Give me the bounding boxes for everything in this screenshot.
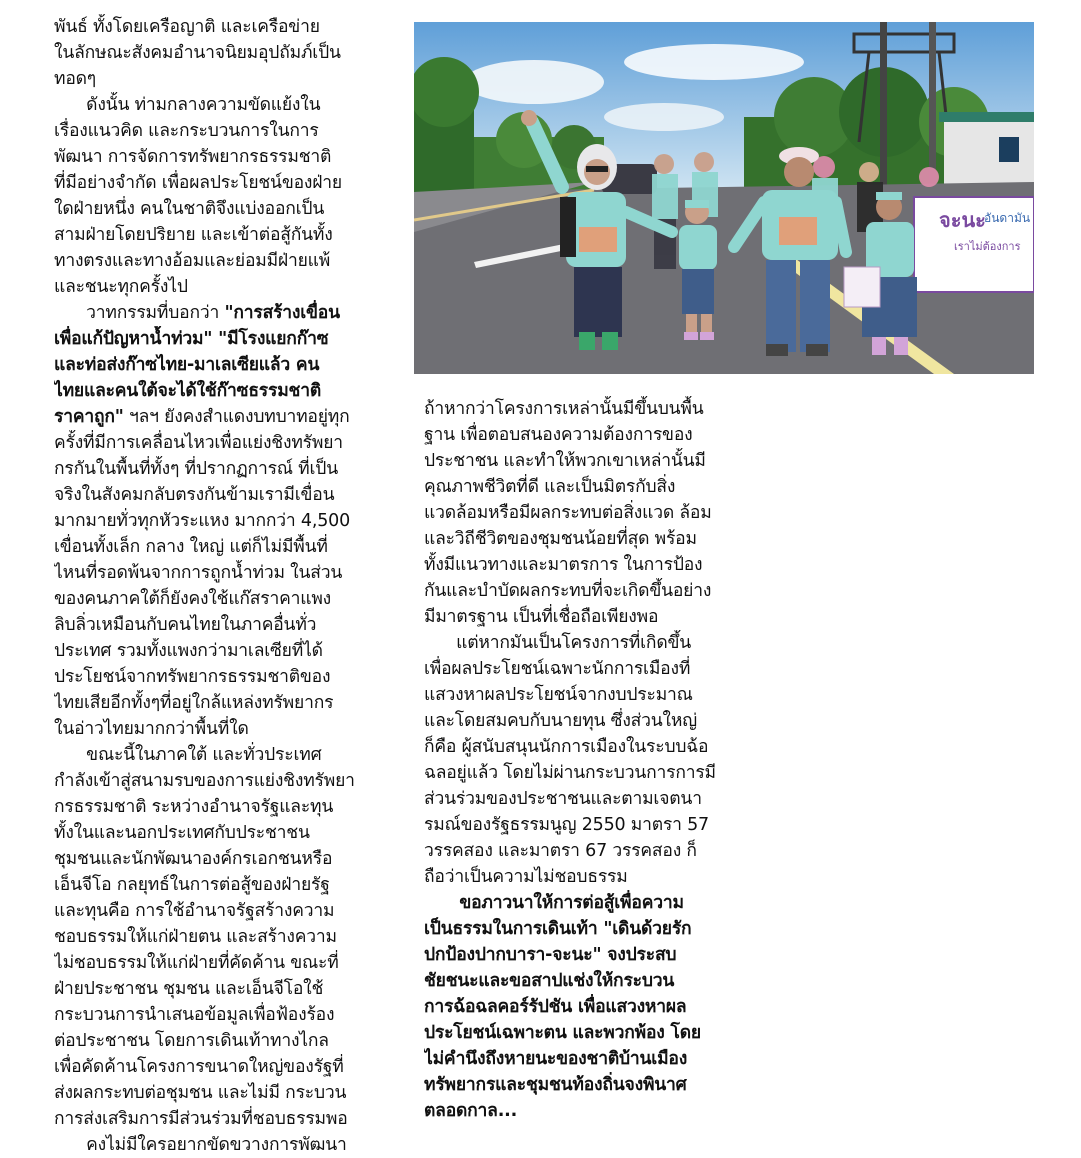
text-line: ที่มีอย่างจำกัด เพื่อผลประโยชน์ของฝ่าย xyxy=(54,173,342,193)
text-line: เพื่อแก้ปัญหาน้ำท่วม" "มีโรงแยกก๊าซ xyxy=(54,329,329,349)
text-line: กรกันในพื้นที่ทั้งๆ ที่ปรากฏการณ์ ที่เป็น xyxy=(54,459,338,479)
text-line: คุณภาพชีวิตที่ดี และเป็นมิตรกับสิ่ง xyxy=(424,477,676,497)
text-line: ดังนั้น ท่ามกลางความขัดแย้งใน xyxy=(54,95,321,115)
text-line: แวดล้อมหรือมีผลกระทบต่อสิ่งแวด ล้อม xyxy=(424,503,712,523)
text-line: วรรคสอง และมาตรา 67 วรรคสอง ก็ xyxy=(424,841,697,861)
banner-text-1: จะนะ xyxy=(939,208,986,232)
text-line: ลิบลิ่วเหมือนกับคนไทยในภาคอื่นทั่ว xyxy=(54,615,317,635)
text-line: ถ้าหากว่าโครงการเหล่านั้นมีขึ้นบนพื้น xyxy=(424,399,704,419)
text-line: แสวงหาผลประโยชน์จากงบประมาณ xyxy=(424,685,693,705)
march-photo xyxy=(414,22,1034,374)
text-line: และวิถีชีวิตของชุมชนน้อยที่สุด พร้อม xyxy=(424,529,697,549)
text-line: เพื่อผลประโยชน์เฉพาะนักการเมืองที่ xyxy=(424,659,691,679)
text-line: ไหนที่รอดพ้นจากการถูกน้ำท่วม ในส่วน xyxy=(54,563,343,583)
text-line: กรธรรมชาติ ระหว่างอำนาจรัฐและทุน xyxy=(54,797,334,817)
text-line: และโดยสมคบกับนายทุน ซึ่งส่วนใหญ่ xyxy=(424,711,697,731)
text-line: ในอ่าวไทยมากกว่าพื้นที่ใด xyxy=(54,719,249,739)
text-line: ไทยและคนใต้จะได้ใช้ก๊าซธรรมชาติ xyxy=(54,381,321,401)
text-line: เป็นธรรมในการเดินเท้า "เดินด้วยรัก xyxy=(424,919,692,939)
text-line: กันและบำบัดผลกระทบที่จะเกิดขึ้นอย่าง xyxy=(424,581,712,601)
text-line: ครั้งที่มีการเคลื่อนไหวเพื่อแย่งชิงทรัพยา xyxy=(54,433,343,453)
text-line: ไม่คำนึงถึงหายนะของชาติบ้านเมือง xyxy=(424,1049,688,1069)
text-line: ประเทศ รวมทั้งแพงกว่ามาเลเซียที่ได้ xyxy=(54,641,323,661)
text-line: ไทยเสียอีกทั้งๆที่อยู่ใกล้แหล่งทรัพยากร xyxy=(54,693,334,713)
text-line: เพื่อคัดค้านโครงการขนาดใหญ่ของรัฐที่ xyxy=(54,1057,344,1077)
text-line: ฐาน เพื่อตอบสนองความต้องการของ xyxy=(424,425,693,445)
text-line: แต่หากมันเป็นโครงการที่เกิดขึ้น xyxy=(424,633,692,653)
text-line: ต่อประชาชน โดยการเดินเท้าทางไกล xyxy=(54,1031,329,1051)
text-line xyxy=(54,404,394,430)
text-line: เอ็นจีโอ กลยุทธ์ในการต่อสู้ของฝ่ายรัฐ xyxy=(54,875,330,895)
text-line: พันธ์ ทั้งโดยเครือญาติ และเครือข่าย xyxy=(54,17,320,37)
text-line: ประโยชน์จากทรัพยากรธรรมชาติของ xyxy=(54,667,331,687)
text-line: ขณะนี้ในภาคใต้ และทั่วประเทศ xyxy=(54,745,322,765)
text-line: ถือว่าเป็นความไม่ชอบธรรม xyxy=(424,867,628,887)
text-line: และชนะทุกครั้งไป xyxy=(54,277,188,297)
text-line: มากมายทั่วทุกหัวระแหง มากกว่า 4,500 xyxy=(54,511,351,531)
text-line: ทรัพยากรและชุมชนท้องถิ่นจงพินาศ xyxy=(424,1075,687,1095)
text-fragment-bold: ราคาถูก" xyxy=(54,407,124,427)
right-column xyxy=(424,396,769,1124)
text-fragment: วาทกรรมที่บอกว่า xyxy=(54,303,225,323)
text-line: ตลอดกาล... xyxy=(424,1101,518,1121)
text-line: ฝ่ายประชาชน ชุมชน และเอ็นจีโอใช้ xyxy=(54,979,324,999)
text-line: กระบวนการนำเสนอข้อมูลเพื่อฟ้องร้อง xyxy=(54,1005,335,1025)
text-line: ชัยชนะและขอสาปแช่งให้กระบวน xyxy=(424,971,675,991)
text-line: สามฝ่ายโดยปริยาย และเข้าต่อสู้กันทั้ง xyxy=(54,225,333,245)
text-line: รมณ์ของรัฐธรรมนูญ 2550 มาตรา 57 xyxy=(424,815,709,835)
text-line: ทั้งมีแนวทางและมาตรการ ในการป้อง xyxy=(424,555,703,575)
text-line: และทุนคือ การใช้อำนาจรัฐสร้างความ xyxy=(54,901,335,921)
text-line: จริงในสังคมกลับตรงกันข้ามเรามีเขื่อน xyxy=(54,485,335,505)
banner-text-2: อันดามัน xyxy=(984,211,1031,225)
text-line: ของคนภาคใต้ก็ยังคงใช้แก๊สราคาแพง xyxy=(54,589,332,609)
text-line: ทั้งในและนอกประเทศกับประชาชน xyxy=(54,823,310,843)
left-column-top xyxy=(54,14,394,456)
banner-text-3: เราไม่ต้องการ xyxy=(954,240,1021,253)
text-fragment-bold: "การสร้างเขื่อน xyxy=(224,303,340,323)
text-line: ส่งผลกระทบต่อชุมชน และไม่มี กระบวน xyxy=(54,1083,347,1103)
text-line: ประโยชน์เฉพาะตน และพวกพ้อง โดย xyxy=(424,1023,701,1043)
march-photo-illustration xyxy=(414,22,1034,374)
text-line: ประชาชน และทำให้พวกเขาเหล่านั้นมี xyxy=(424,451,706,471)
text-line: คงไม่มีใครอยากขัดขวางการพัฒนา xyxy=(54,1135,347,1155)
text-line: ชุมชนและนักพัฒนาองค์กรเอกชนหรือ xyxy=(54,849,333,869)
text-line: มีมาตรฐาน เป็นที่เชื่อถือเพียงพอ xyxy=(424,607,659,627)
text-line: กำลังเข้าสู่สนามรบของการแย่งชิงทรัพยา xyxy=(54,771,355,791)
left-column-bottom xyxy=(54,456,394,1158)
text-line: ปกป้องปากบารา-จะนะ" จงประสบ xyxy=(424,945,677,965)
text-line: ไม่ชอบธรรมให้แก่ฝ่ายที่คัดค้าน ขณะที่ xyxy=(54,953,339,973)
text-line: และท่อส่งก๊าซไทย-มาเลเซียแล้ว คน xyxy=(54,355,320,375)
text-line xyxy=(54,300,394,326)
text-line: ขอภาวนาให้การต่อสู้เพื่อความ xyxy=(424,893,684,913)
text-line: เรื่องแนวคิด และกระบวนการในการ xyxy=(54,121,319,141)
text-line: การส่งเสริมการมีส่วนร่วมที่ชอบธรรมพอ xyxy=(54,1109,348,1129)
text-fragment: ฯลฯ ยังคงสำแดงบทบาทอยู่ทุก xyxy=(123,407,350,427)
text-line: ในลักษณะสังคมอำนาจนิยมอุปถัมภ์เป็น xyxy=(54,43,341,63)
text-line: ชอบธรรมให้แก่ฝ่ายตน และสร้างความ xyxy=(54,927,337,947)
text-line: ก็คือ ผู้สนับสนุนนักการเมืองในระบบฉ้อ xyxy=(424,737,709,757)
text-line: การฉ้อฉลคอร์รัปชัน เพื่อแสวงหาผล xyxy=(424,997,687,1017)
text-line: ใดฝ่ายหนึ่ง คนในชาติจึงแบ่งออกเป็น xyxy=(54,199,325,219)
text-line: ส่วนร่วมของประชาชนและตามเจตนา xyxy=(424,789,702,809)
text-line: ฉลอยู่แล้ว โดยไม่ผ่านกระบวนการการมี xyxy=(424,763,716,783)
text-line: ทางตรงและทางอ้อมและย่อมมีฝ่ายแพ้ xyxy=(54,251,331,271)
text-line: ทอดๆ xyxy=(54,69,97,89)
text-line: เขื่อนทั้งเล็ก กลาง ใหญ่ แต่ก็ไม่มีพื้นที่ xyxy=(54,537,328,557)
text-line: พัฒนา การจัดการทรัพยากรธรรมชาติ xyxy=(54,147,332,167)
